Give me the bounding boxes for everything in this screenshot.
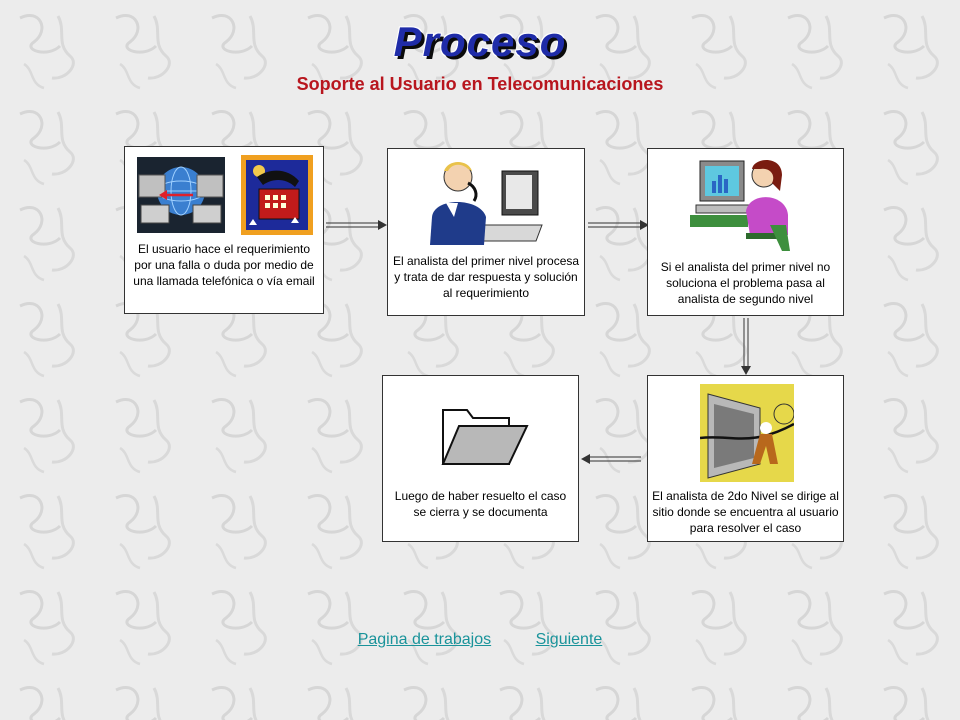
next-link[interactable]: Siguiente [535,631,603,648]
person-at-monitor-icon [700,384,794,482]
step-box-5 [382,375,579,542]
page-subtitle: Soporte al Usuario en Telecomunicaciones [296,74,664,94]
step-text-3: Si el analista del primer nivel no soluciona el problema pasa al analista de segundo nivel [660,260,831,306]
computers-icon [137,157,225,233]
step-text-2: El analista del primer nivel procesa y trata de dar respuesta y solución al requerimiento [392,254,580,300]
jobs-page-link[interactable]: Pagina de trabajos [357,631,492,648]
analyst-on-phone-icon [424,157,544,245]
woman-at-computer-icon [690,155,794,253]
step-text-4: El analista de 2do Nivel se dirige al sitio donde se encuentra al usuario para resolver el caso [652,489,839,535]
step-box-2 [387,148,585,316]
step-box-4 [647,375,844,542]
step-box-3 [647,148,844,316]
footer-links [0,631,960,649]
step-text-1: El usuario hace el requerimiento por una falla o duda por medio de una llamada telefónica o vía email [133,242,315,288]
telephone-icon [241,155,313,235]
page-title: Proceso [393,18,567,65]
step-box-1 [124,146,324,314]
folder-icon [437,402,533,472]
step-text-5: Luego de haber resuelto el caso se cierra y se documenta [394,489,567,519]
